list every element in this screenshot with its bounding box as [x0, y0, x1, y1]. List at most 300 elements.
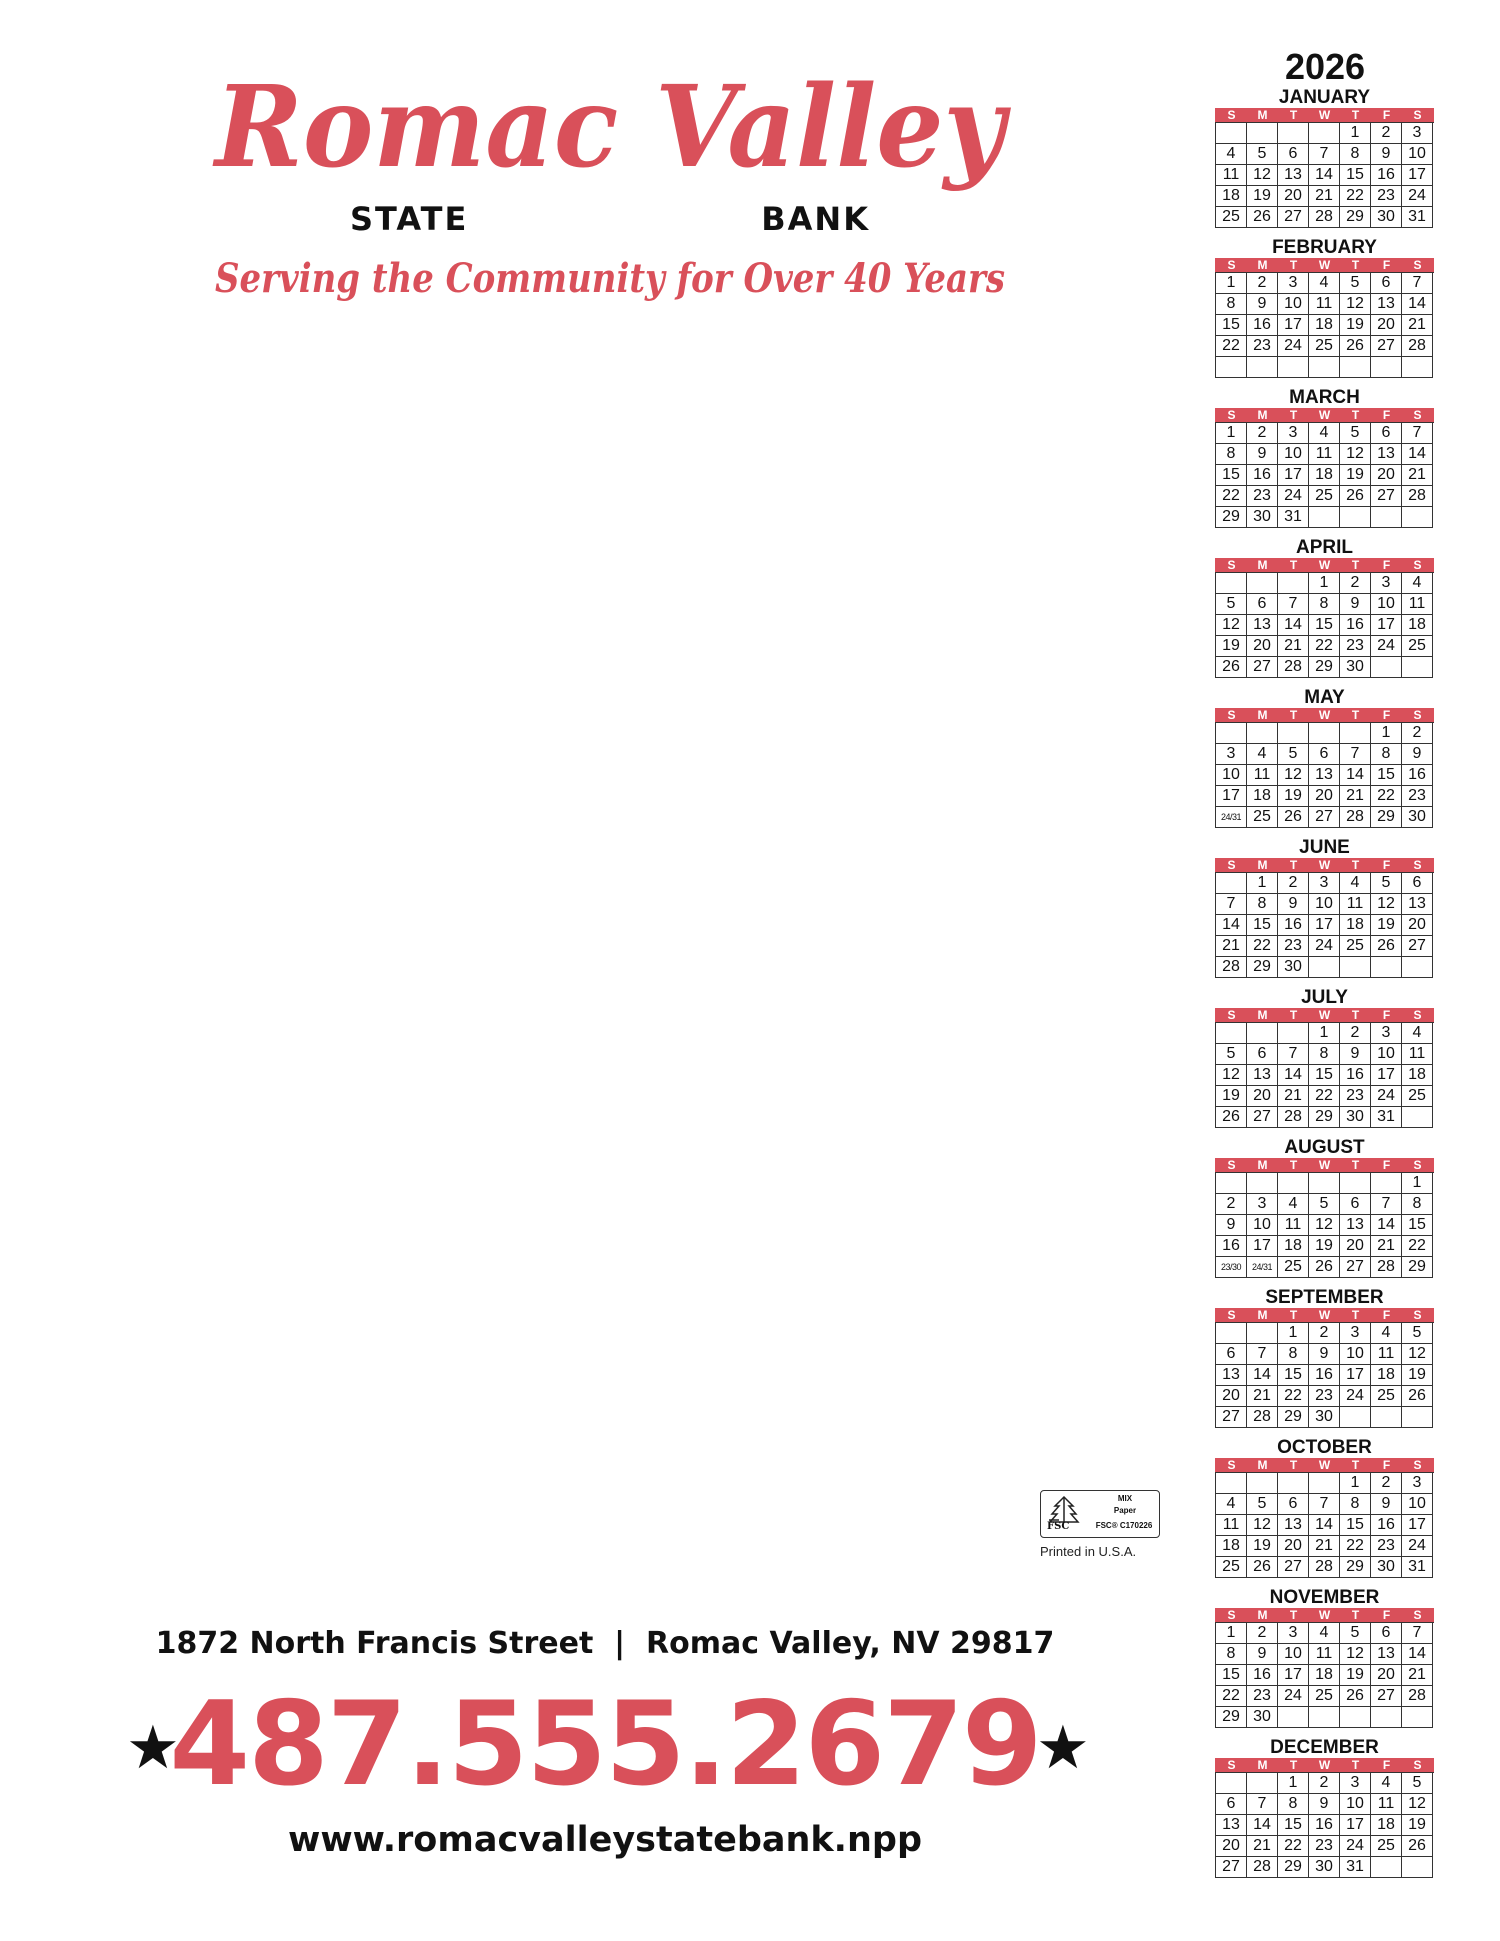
day-cell: 25	[1216, 1557, 1247, 1578]
weekday-label: T	[1289, 558, 1298, 572]
day-cell: 9	[1247, 294, 1278, 315]
weekday-label: T	[1289, 858, 1298, 872]
day-cell: 9	[1371, 144, 1402, 165]
day-cell: 1	[1216, 423, 1247, 444]
day-cell: 9	[1309, 1344, 1340, 1365]
weekday-label: S	[1227, 1458, 1236, 1472]
day-cell: 21	[1402, 315, 1433, 336]
day-cell: 2	[1309, 1323, 1340, 1344]
month-name: OCTOBER	[1277, 1437, 1372, 1458]
day-cell: 14	[1216, 915, 1247, 936]
day-grid	[1215, 1022, 1434, 1128]
day-cell	[1340, 357, 1371, 378]
day-cell: 29	[1402, 1257, 1433, 1278]
day-cell: 24	[1278, 1686, 1309, 1707]
day-cell: 24/31	[1247, 1257, 1278, 1278]
day-cell	[1278, 573, 1309, 594]
day-cell: 5	[1278, 744, 1309, 765]
weekday-label: M	[1257, 258, 1268, 272]
day-grid	[1215, 722, 1434, 828]
day-cell: 15	[1216, 465, 1247, 486]
month-name: SEPTEMBER	[1265, 1287, 1384, 1308]
day-cell: 26	[1247, 207, 1278, 228]
day-cell: 14	[1402, 294, 1433, 315]
weekday-header	[1215, 108, 1434, 122]
month-name: DECEMBER	[1270, 1737, 1379, 1758]
day-cell	[1402, 1107, 1433, 1128]
day-cell: 7	[1278, 1044, 1309, 1065]
bank-subtitle: STATE BANK	[350, 200, 870, 238]
weekday-label: T	[1351, 1308, 1360, 1322]
day-cell: 28	[1247, 1407, 1278, 1428]
day-cell: 9	[1309, 1794, 1340, 1815]
day-cell: 25	[1371, 1836, 1402, 1857]
day-cell: 3	[1247, 1194, 1278, 1215]
day-cell: 30	[1309, 1407, 1340, 1428]
day-cell: 7	[1340, 744, 1371, 765]
day-cell: 25	[1309, 486, 1340, 507]
day-cell	[1216, 357, 1247, 378]
day-cell: 5	[1340, 273, 1371, 294]
day-cell: 22	[1216, 486, 1247, 507]
day-cell	[1247, 573, 1278, 594]
weekday-label: S	[1413, 1458, 1422, 1472]
day-cell: 4	[1309, 1623, 1340, 1644]
day-cell: 5	[1247, 144, 1278, 165]
day-cell: 5	[1216, 594, 1247, 615]
weekday-label: F	[1382, 408, 1391, 422]
day-cell: 3	[1340, 1773, 1371, 1794]
day-cell: 13	[1278, 1515, 1309, 1536]
day-cell: 28	[1402, 336, 1433, 357]
weekday-label: M	[1257, 1008, 1268, 1022]
day-cell	[1278, 723, 1309, 744]
day-cell: 28	[1278, 1107, 1309, 1128]
day-cell	[1371, 1857, 1402, 1878]
day-cell: 10	[1247, 1215, 1278, 1236]
day-cell: 1	[1278, 1773, 1309, 1794]
day-cell: 28	[1402, 486, 1433, 507]
day-cell: 8	[1216, 294, 1247, 315]
day-cell	[1340, 1407, 1371, 1428]
day-cell: 26	[1247, 1557, 1278, 1578]
day-cell: 8	[1216, 1644, 1247, 1665]
day-cell: 25	[1278, 1257, 1309, 1278]
month-july	[1215, 988, 1434, 1128]
day-cell: 15	[1340, 1515, 1371, 1536]
day-cell: 8	[1340, 1494, 1371, 1515]
weekday-header	[1215, 1308, 1434, 1322]
day-cell: 4	[1247, 744, 1278, 765]
day-cell: 7	[1309, 1494, 1340, 1515]
day-cell: 15	[1216, 1665, 1247, 1686]
day-cell: 20	[1216, 1836, 1247, 1857]
day-cell: 27	[1216, 1857, 1247, 1878]
day-cell: 16	[1247, 315, 1278, 336]
weekday-label: W	[1318, 708, 1331, 722]
day-grid	[1215, 872, 1434, 978]
day-cell: 4	[1371, 1323, 1402, 1344]
day-cell: 18	[1340, 915, 1371, 936]
day-cell: 5	[1247, 1494, 1278, 1515]
weekday-label: T	[1351, 1458, 1360, 1472]
day-cell: 27	[1278, 1557, 1309, 1578]
day-cell: 23	[1371, 186, 1402, 207]
weekday-label: F	[1382, 1008, 1391, 1022]
day-cell: 21	[1247, 1386, 1278, 1407]
day-cell: 29	[1340, 207, 1371, 228]
day-cell: 22	[1309, 636, 1340, 657]
day-cell	[1402, 1407, 1433, 1428]
day-cell: 27	[1278, 207, 1309, 228]
day-cell: 21	[1278, 636, 1309, 657]
day-cell: 9	[1216, 1215, 1247, 1236]
weekday-label: S	[1413, 258, 1422, 272]
day-cell: 22	[1216, 336, 1247, 357]
day-cell: 8	[1309, 1044, 1340, 1065]
day-cell: 12	[1340, 444, 1371, 465]
day-cell	[1402, 1857, 1433, 1878]
day-cell: 14	[1340, 765, 1371, 786]
month-april	[1215, 538, 1434, 678]
day-cell: 2	[1340, 1023, 1371, 1044]
day-cell: 31	[1402, 207, 1433, 228]
day-cell: 2	[1216, 1194, 1247, 1215]
weekday-label: T	[1289, 1008, 1298, 1022]
day-cell: 11	[1216, 165, 1247, 186]
day-cell: 15	[1309, 615, 1340, 636]
day-cell: 10	[1402, 144, 1433, 165]
day-cell: 15	[1216, 315, 1247, 336]
weekday-label: M	[1257, 1758, 1268, 1772]
day-cell	[1247, 357, 1278, 378]
day-cell: 19	[1278, 786, 1309, 807]
day-cell	[1340, 507, 1371, 528]
weekday-label: S	[1413, 1758, 1422, 1772]
day-cell: 13	[1216, 1815, 1247, 1836]
day-cell	[1216, 573, 1247, 594]
weekday-label: F	[1382, 1458, 1391, 1472]
month-june	[1215, 838, 1434, 978]
day-cell: 30	[1247, 507, 1278, 528]
day-cell: 29	[1247, 957, 1278, 978]
day-cell: 19	[1247, 186, 1278, 207]
day-cell: 18	[1402, 1065, 1433, 1086]
day-cell: 26	[1216, 1107, 1247, 1128]
day-cell: 23	[1309, 1386, 1340, 1407]
day-cell: 16	[1216, 1236, 1247, 1257]
day-cell: 28	[1216, 957, 1247, 978]
day-cell: 11	[1309, 1644, 1340, 1665]
weekday-label: S	[1413, 408, 1422, 422]
website: www.romacvalleystatebank.npp	[287, 1820, 923, 1860]
tagline-text: Serving the Community for Over 40 Years	[215, 255, 1005, 302]
day-cell: 12	[1309, 1215, 1340, 1236]
day-cell: 4	[1309, 423, 1340, 444]
day-cell: 24	[1402, 1536, 1433, 1557]
day-cell: 3	[1402, 123, 1433, 144]
day-cell: 26	[1340, 336, 1371, 357]
fsc-code: FSC® C170226	[1095, 1521, 1153, 1530]
day-cell: 29	[1340, 1557, 1371, 1578]
weekday-label: W	[1318, 558, 1331, 572]
day-cell	[1402, 507, 1433, 528]
day-cell: 14	[1247, 1815, 1278, 1836]
weekday-label: S	[1227, 1608, 1236, 1622]
day-cell: 29	[1309, 657, 1340, 678]
weekday-label: M	[1257, 558, 1268, 572]
day-cell: 3	[1340, 1323, 1371, 1344]
day-cell: 1	[1216, 273, 1247, 294]
day-cell: 23/30	[1216, 1257, 1247, 1278]
day-cell: 26	[1278, 807, 1309, 828]
day-cell	[1247, 123, 1278, 144]
day-cell: 4	[1309, 273, 1340, 294]
weekday-label: S	[1227, 258, 1236, 272]
weekday-label: T	[1289, 1758, 1298, 1772]
day-cell: 13	[1247, 615, 1278, 636]
day-cell	[1247, 1773, 1278, 1794]
day-cell: 22	[1309, 1086, 1340, 1107]
phone-number: 487.555.2679	[169, 1677, 1041, 1812]
day-cell: 25	[1340, 936, 1371, 957]
day-cell: 24	[1371, 636, 1402, 657]
day-cell	[1216, 1473, 1247, 1494]
day-cell: 1	[1340, 1473, 1371, 1494]
weekday-header	[1215, 1158, 1434, 1172]
day-cell	[1247, 1173, 1278, 1194]
day-cell: 4	[1216, 144, 1247, 165]
day-cell: 2	[1278, 873, 1309, 894]
day-cell: 22	[1340, 1536, 1371, 1557]
day-cell: 7	[1402, 273, 1433, 294]
day-cell: 16	[1340, 1065, 1371, 1086]
day-cell: 17	[1402, 1515, 1433, 1536]
day-cell: 6	[1278, 1494, 1309, 1515]
day-cell: 22	[1340, 186, 1371, 207]
weekday-label: F	[1382, 1758, 1391, 1772]
day-cell: 25	[1309, 1686, 1340, 1707]
day-cell: 11	[1309, 294, 1340, 315]
day-cell: 2	[1247, 1623, 1278, 1644]
fsc-paper: Paper	[1113, 1506, 1137, 1515]
day-cell: 17	[1247, 1236, 1278, 1257]
day-cell: 11	[1371, 1794, 1402, 1815]
day-cell: 10	[1340, 1794, 1371, 1815]
month-may	[1215, 688, 1434, 828]
day-cell: 19	[1371, 915, 1402, 936]
day-cell	[1216, 1323, 1247, 1344]
day-cell: 7	[1402, 1623, 1433, 1644]
day-cell: 22	[1247, 936, 1278, 957]
weekday-label: S	[1227, 408, 1236, 422]
day-cell: 12	[1402, 1794, 1433, 1815]
day-cell: 23	[1340, 636, 1371, 657]
day-cell	[1309, 723, 1340, 744]
day-cell: 14	[1402, 444, 1433, 465]
day-cell: 11	[1247, 765, 1278, 786]
weekday-label: S	[1413, 708, 1422, 722]
weekday-label: W	[1318, 408, 1331, 422]
day-cell: 7	[1216, 894, 1247, 915]
day-cell: 2	[1247, 273, 1278, 294]
day-cell: 20	[1371, 465, 1402, 486]
day-cell: 12	[1247, 165, 1278, 186]
day-cell: 7	[1402, 423, 1433, 444]
weekday-label: S	[1413, 1008, 1422, 1022]
day-cell: 10	[1371, 1044, 1402, 1065]
day-cell	[1216, 123, 1247, 144]
day-cell: 1	[1309, 573, 1340, 594]
day-cell: 23	[1247, 336, 1278, 357]
day-cell: 1	[1309, 1023, 1340, 1044]
day-cell: 2	[1340, 573, 1371, 594]
day-cell: 6	[1371, 273, 1402, 294]
day-cell: 3	[1278, 273, 1309, 294]
bank-name: Romac Valley	[212, 62, 1012, 193]
weekday-header	[1215, 558, 1434, 572]
day-cell: 23	[1340, 1086, 1371, 1107]
day-cell: 24	[1371, 1086, 1402, 1107]
day-cell: 17	[1278, 1665, 1309, 1686]
day-cell: 10	[1278, 294, 1309, 315]
day-cell: 6	[1247, 594, 1278, 615]
day-cell: 13	[1371, 1644, 1402, 1665]
day-cell: 1	[1216, 1623, 1247, 1644]
day-cell: 18	[1371, 1815, 1402, 1836]
day-cell: 30	[1278, 957, 1309, 978]
day-cell	[1278, 1473, 1309, 1494]
weekday-label: W	[1318, 1308, 1331, 1322]
day-cell: 21	[1402, 1665, 1433, 1686]
weekday-label: M	[1257, 408, 1268, 422]
day-cell: 24	[1278, 336, 1309, 357]
day-cell: 14	[1309, 165, 1340, 186]
day-cell: 5	[1402, 1773, 1433, 1794]
weekday-label: M	[1257, 1608, 1268, 1622]
day-cell	[1216, 1773, 1247, 1794]
day-cell	[1216, 1023, 1247, 1044]
weekday-label: T	[1351, 708, 1360, 722]
day-cell: 10	[1278, 1644, 1309, 1665]
day-cell: 12	[1402, 1344, 1433, 1365]
day-grid	[1215, 1322, 1434, 1428]
printed-in-usa: Printed in U.S.A.	[1040, 1544, 1137, 1559]
day-cell: 30	[1402, 807, 1433, 828]
day-cell: 20	[1247, 1086, 1278, 1107]
day-cell: 16	[1247, 465, 1278, 486]
day-cell: 12	[1216, 1065, 1247, 1086]
day-cell: 28	[1309, 1557, 1340, 1578]
day-grid	[1215, 1172, 1434, 1278]
day-cell: 23	[1247, 1686, 1278, 1707]
day-cell: 18	[1309, 315, 1340, 336]
day-cell: 29	[1278, 1857, 1309, 1878]
weekday-label: W	[1318, 1758, 1331, 1772]
day-cell: 9	[1247, 444, 1278, 465]
day-cell: 12	[1340, 1644, 1371, 1665]
weekday-label: T	[1289, 108, 1298, 122]
weekday-label: M	[1257, 1308, 1268, 1322]
bank-logo	[210, 48, 1010, 198]
day-cell: 6	[1216, 1794, 1247, 1815]
day-cell: 8	[1402, 1194, 1433, 1215]
weekday-label: W	[1318, 1008, 1331, 1022]
day-cell	[1247, 1023, 1278, 1044]
day-cell: 19	[1402, 1365, 1433, 1386]
weekday-label: W	[1318, 258, 1331, 272]
day-cell: 23	[1278, 936, 1309, 957]
weekday-label: S	[1227, 1308, 1236, 1322]
day-cell: 5	[1371, 873, 1402, 894]
month-name: APRIL	[1296, 537, 1353, 558]
weekday-label: T	[1351, 1008, 1360, 1022]
day-cell: 14	[1278, 1065, 1309, 1086]
day-cell	[1216, 723, 1247, 744]
day-cell: 18	[1278, 1236, 1309, 1257]
day-cell: 28	[1247, 1857, 1278, 1878]
weekday-label: S	[1413, 858, 1422, 872]
weekday-label: W	[1318, 858, 1331, 872]
day-cell: 13	[1247, 1065, 1278, 1086]
day-cell: 6	[1309, 744, 1340, 765]
day-cell	[1371, 357, 1402, 378]
day-cell: 29	[1371, 807, 1402, 828]
month-december	[1215, 1738, 1434, 1878]
day-cell: 4	[1402, 1023, 1433, 1044]
day-cell: 8	[1216, 444, 1247, 465]
day-cell: 23	[1309, 1836, 1340, 1857]
day-cell: 16	[1340, 615, 1371, 636]
day-cell: 16	[1278, 915, 1309, 936]
month-name: JULY	[1301, 987, 1348, 1008]
day-cell	[1402, 1707, 1433, 1728]
day-cell: 25	[1402, 1086, 1433, 1107]
weekday-label: T	[1351, 108, 1360, 122]
weekday-label: W	[1318, 1608, 1331, 1622]
weekday-label: F	[1382, 1308, 1391, 1322]
day-cell: 24	[1309, 936, 1340, 957]
day-cell: 10	[1278, 444, 1309, 465]
day-cell: 14	[1371, 1215, 1402, 1236]
day-cell	[1309, 123, 1340, 144]
day-cell	[1216, 1173, 1247, 1194]
month-march	[1215, 388, 1434, 528]
day-cell: 9	[1340, 1044, 1371, 1065]
day-cell: 3	[1402, 1473, 1433, 1494]
day-cell	[1247, 1473, 1278, 1494]
day-cell: 25	[1216, 207, 1247, 228]
day-cell: 8	[1371, 744, 1402, 765]
day-cell: 23	[1402, 786, 1433, 807]
fsc-brand: FSC	[1047, 1521, 1070, 1532]
day-cell: 19	[1216, 636, 1247, 657]
day-cell: 9	[1402, 744, 1433, 765]
day-cell	[1278, 1023, 1309, 1044]
day-cell	[1247, 723, 1278, 744]
day-cell: 12	[1340, 294, 1371, 315]
day-cell: 4	[1278, 1194, 1309, 1215]
day-grid	[1215, 1622, 1434, 1728]
day-cell	[1309, 1473, 1340, 1494]
weekday-label: S	[1227, 858, 1236, 872]
day-cell: 16	[1247, 1665, 1278, 1686]
day-cell: 26	[1371, 936, 1402, 957]
day-cell: 16	[1371, 1515, 1402, 1536]
day-cell	[1247, 1323, 1278, 1344]
weekday-label: T	[1351, 1158, 1360, 1172]
day-cell	[1371, 507, 1402, 528]
